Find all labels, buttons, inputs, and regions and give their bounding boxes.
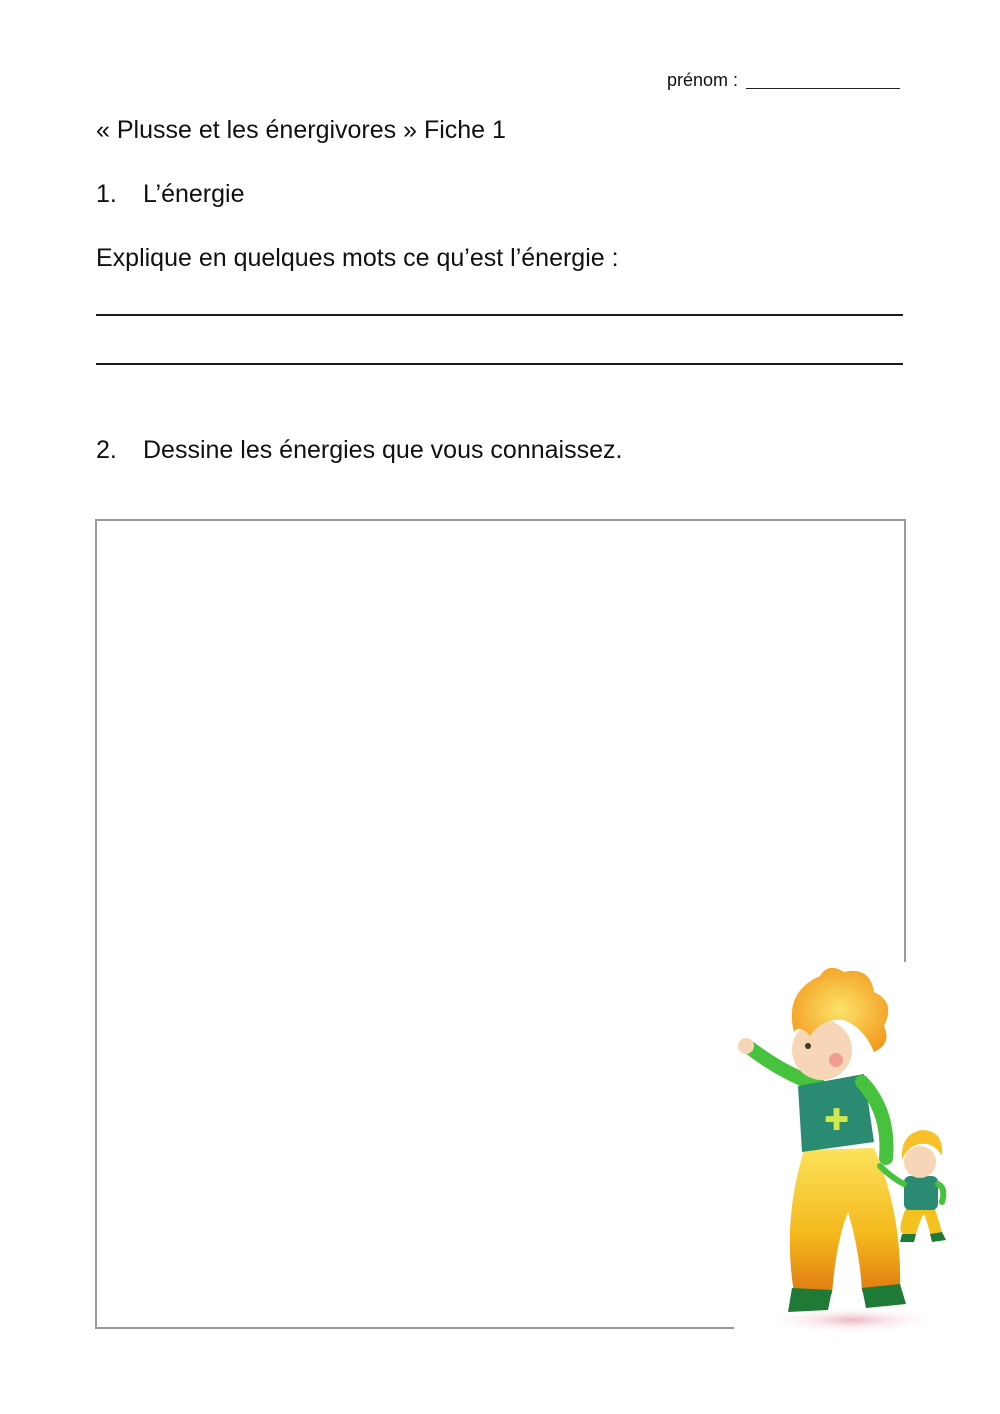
answer-line-2[interactable] xyxy=(96,363,903,365)
cheek xyxy=(829,1053,843,1067)
worksheet-title: « Plusse et les énergivores » Fiche 1 xyxy=(96,116,506,144)
raised-hand xyxy=(738,1038,754,1054)
section-1-number: 1. xyxy=(96,180,117,208)
prenom-label: prénom : xyxy=(667,70,739,90)
section-2-number: 2. xyxy=(96,436,117,464)
section-1-heading xyxy=(96,178,244,210)
left-shoe xyxy=(788,1288,832,1312)
section-1-title: L’énergie xyxy=(143,180,245,208)
section-2-title: Dessine les énergies que vous connaissez. xyxy=(143,436,623,464)
shirt-cross: ✚ xyxy=(824,1103,850,1138)
right-shoe xyxy=(862,1284,906,1308)
section-2-heading xyxy=(96,434,622,466)
prenom-input-line[interactable] xyxy=(746,88,900,89)
energy-question: Explique en quelques mots ce qu’est l’énergie : xyxy=(96,244,619,272)
eye xyxy=(805,1043,811,1049)
answer-line-1[interactable] xyxy=(96,314,903,316)
plusse-character-illustration xyxy=(724,962,1000,1342)
